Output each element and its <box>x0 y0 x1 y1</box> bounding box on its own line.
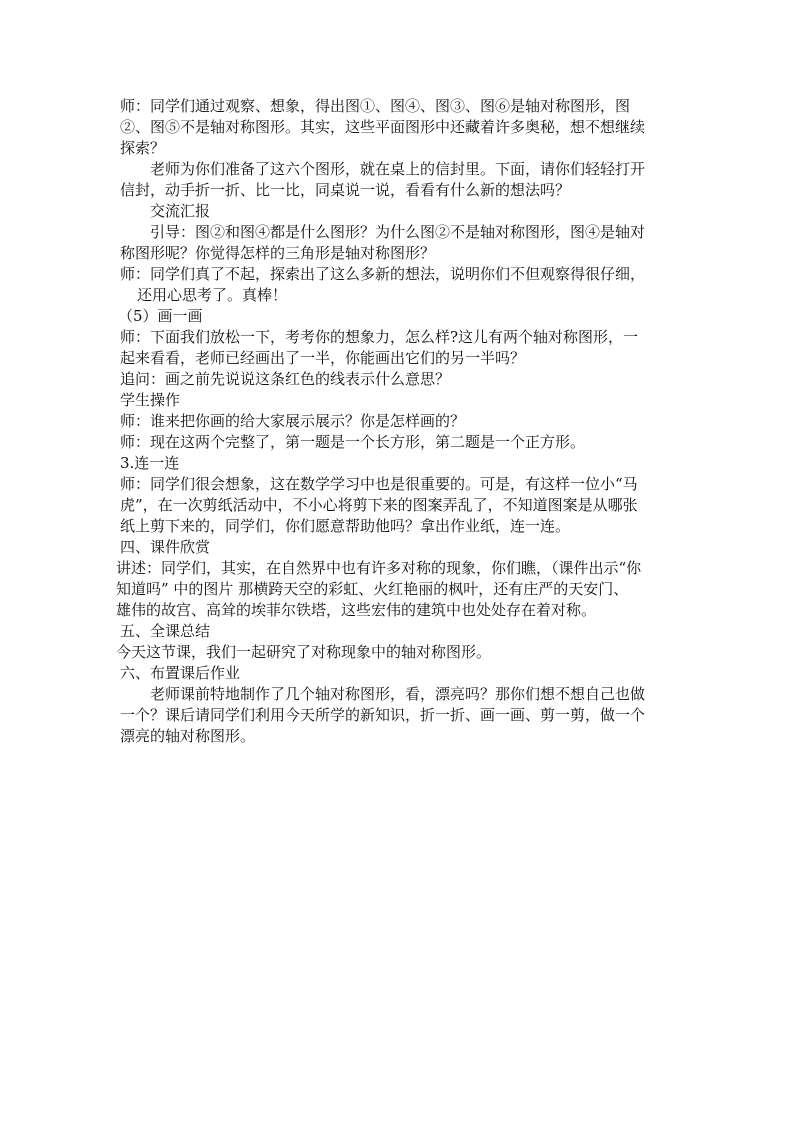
text-line: 知道吗” 中的图片 那横跨天空的彩虹、火红艳丽的枫叶，还有庄严的天安门、 <box>116 580 629 598</box>
text-line: 师：同学们真了不起，探索出了这么多新的想法，说明你们不但观察得很仔细， <box>120 265 646 283</box>
text-line: 追问：画之前先说说这条红色的线表示什么意思？ <box>120 370 451 388</box>
section-heading: （5）画一画 <box>118 307 203 325</box>
text-line: 老师课前特地制作了几个轴对称图形，看，漂亮吗？那你们想不想自己也做 <box>150 685 646 703</box>
text-line: 今天这节课，我们一起研究了对称现象中的轴对称图形。 <box>116 643 492 661</box>
text-line: 师：谁来把你画的给大家展示展示？你是怎样画的？ <box>120 412 466 430</box>
text-line: ②、图⑤不是轴对称图形。其实，这些平面图形中还藏着许多奥秘，想不想继续 <box>120 118 646 136</box>
text-line: 探索？ <box>120 139 166 157</box>
text-line: 师：现在这两个完整了，第一题是一个长方形，第二题是一个正方形。 <box>120 433 586 451</box>
text-line: 雄伟的故宫、高耸的埃菲尔铁塔，这些宏伟的建筑中也处处存在着对称。 <box>116 601 597 619</box>
text-line: 称图形呢？你觉得怎样的三角形是轴对称图形？ <box>120 244 436 262</box>
text-line: 起来看看，老师已经画出了一半，你能画出它们的另一半吗？ <box>120 349 526 367</box>
text-line: 一个？课后请同学们利用今天所学的新知识，折一折、画一画、剪一剪，做一个 <box>120 706 646 724</box>
section-heading: 五、全课总结 <box>120 622 211 640</box>
text-line: 信封，动手折一折、比一比，同桌说一说，看看有什么新的想法吗？ <box>120 181 571 199</box>
section-heading: 3.连一连 <box>120 454 180 472</box>
section-heading: 四、课件欣赏 <box>120 538 211 556</box>
text-line: 漂亮的轴对称图形。 <box>120 727 256 745</box>
text-line: 虎”，在一次剪纸活动中，不小心将剪下来的图案弄乱了，不知道图案是从哪张 <box>120 496 638 514</box>
section-heading: 六、布置课后作业 <box>120 664 241 682</box>
text-line: 纸上剪下来的，同学们，你们愿意帮助他吗？拿出作业纸，连一连。 <box>120 517 571 535</box>
text-line: 师：同学们很会想象，这在数学学习中也是很重要的。可是，有这样一位小“马 <box>120 475 638 493</box>
text-line: 引导：图②和图④都是什么图形？为什么图②不是轴对称图形，图④是轴对 <box>150 223 646 241</box>
text-line: 师：下面我们放松一下，考考你的想象力，怎么样?这儿有两个轴对称图形，一 <box>120 328 639 346</box>
text-line: 老师为你们准备了这六个图形，就在桌上的信封里。下面，请你们轻轻打开 <box>150 160 646 178</box>
section-heading: 交流汇报 <box>150 202 211 220</box>
text-line: 学生操作 <box>120 391 181 409</box>
text-line: 还用心思考了。真棒！ <box>137 286 288 304</box>
text-line: 师：同学们通过观察、想象，得出图①、图④、图③、图⑥是轴对称图形，图 <box>120 97 631 115</box>
text-line: 讲述：同学们，其实，在自然界中也有许多对称的现象，你们瞧，（课件出示“你 <box>116 559 642 577</box>
